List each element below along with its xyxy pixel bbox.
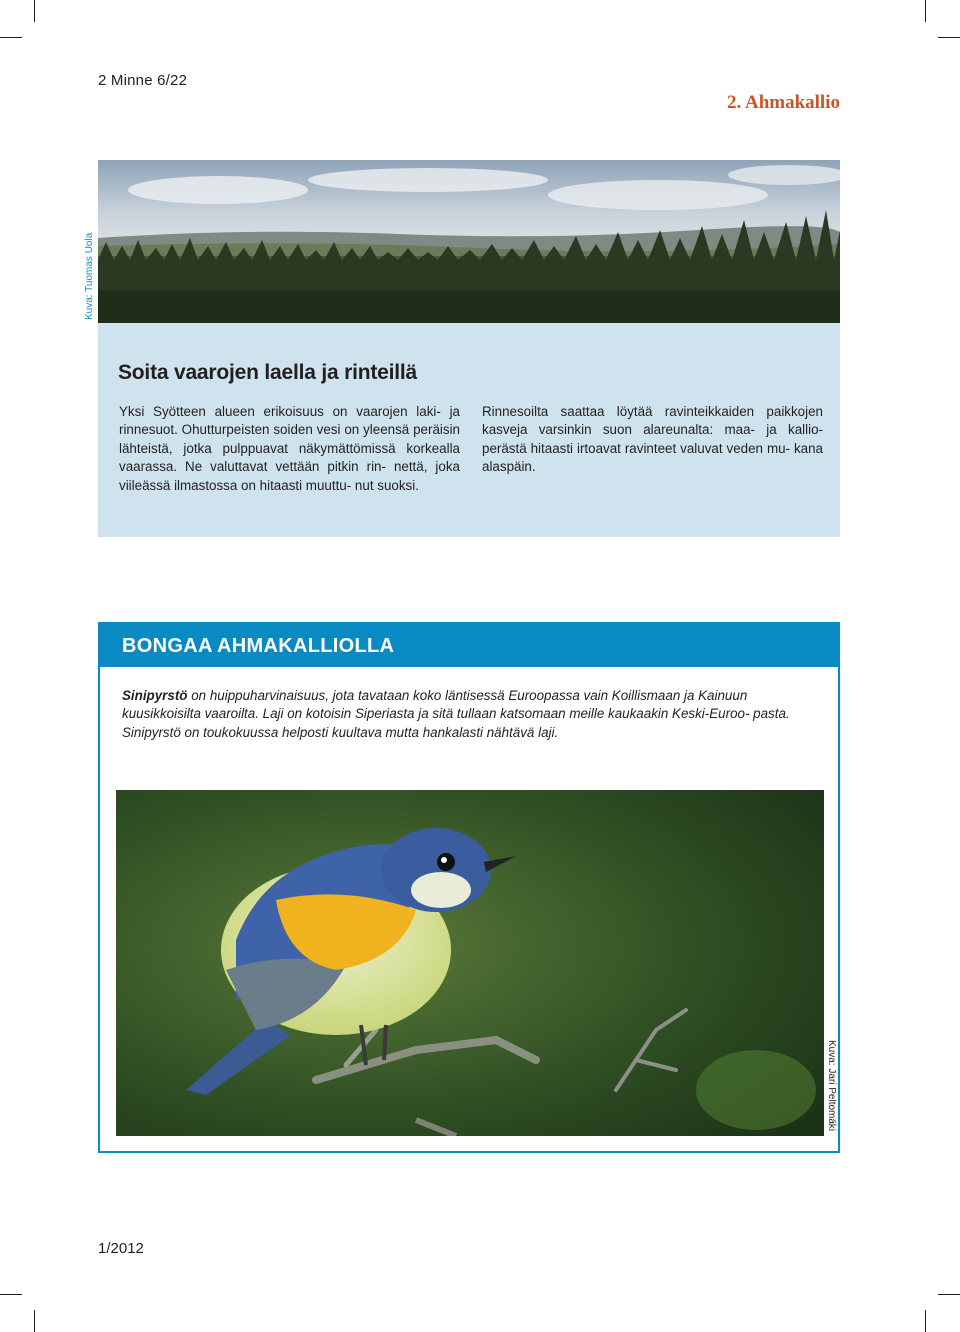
- crop-mark: [34, 1310, 35, 1332]
- crop-mark: [34, 0, 35, 22]
- infobox-text-column-1: Yksi Syötteen alueen erikoisuus on vaarojen laki- ja rinnesuot. Ohutturpeisten soiden vesi on yleensä peräisin lähteistä, jotka pulppuavat näkymättömissä korkealla vaarassa. Ne valuttavat vettään pitkin rin- nettä, joka viileässä ilmastossa on hitaasti muuttu- nut suoksi.: [119, 404, 460, 493]
- species-description: on huippuharvinaisuus, jota tavataan koko läntisessä Euroopassa vain Koillismaan ja Kainuun kuusikkoisilta vaaroilta. Laji on kotoisin Siperiasta ja sitä tullaan katsomaan meille kaukaakin Keski-Euroo- pasta. Sinipyrstö on toukokuussa helposti kuultava mutta hankalasti nähtävä laji.: [122, 688, 790, 740]
- crop-mark: [938, 1294, 960, 1295]
- species-name: Sinipyrstö: [122, 688, 188, 703]
- bird-photo-credit: Kuva: Jari Peltomäki: [826, 1040, 837, 1132]
- bongaa-header: [100, 624, 838, 667]
- crop-mark: [0, 1294, 22, 1295]
- bird-photo: [116, 790, 824, 1136]
- crop-mark: [0, 37, 22, 38]
- landscape-photo: [98, 160, 840, 323]
- bongaa-box: [98, 622, 840, 1153]
- landscape-photo-credit: Kuva: Tuomas Uola: [84, 232, 95, 320]
- infobox-text-column-2: Rinnesoilta saattaa löytää ravinteikkaiden paikkojen kasveja varsinkin suon alareunalta: maa- ja kallio- perästä hitaasti irtoavat ravinteet valuvat veden mu- kana alaspäin.: [482, 404, 823, 475]
- bird-illustration: [116, 790, 824, 1136]
- bongaa-title: BONGAA AHMAKALLIOLLA: [122, 635, 395, 657]
- bongaa-text: [122, 687, 820, 742]
- crop-mark: [925, 1310, 926, 1332]
- issue-number: 1/2012: [98, 1240, 144, 1257]
- section-title: 2. Ahmakallio: [727, 92, 840, 113]
- landscape-illustration: [98, 160, 840, 323]
- crop-mark: [925, 0, 926, 22]
- infobox-title: Soita vaarojen laella ja rinteillä: [118, 361, 418, 384]
- page-label: 2 Minne 6/22: [98, 72, 188, 89]
- infobox-suot: [98, 323, 840, 537]
- crop-mark: [938, 37, 960, 38]
